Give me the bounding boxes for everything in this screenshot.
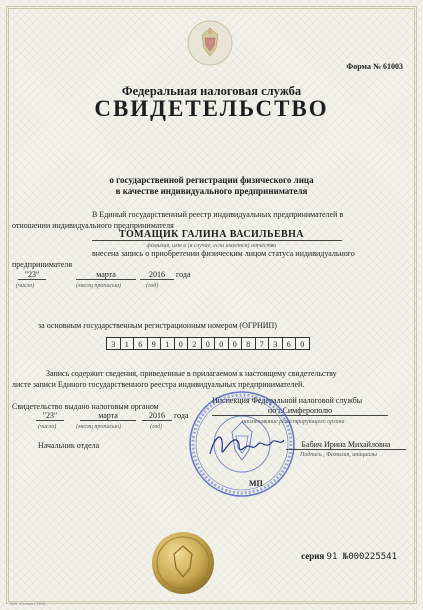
ogrnip-digit: 1 — [120, 337, 135, 350]
ogrnip-digit: 7 — [255, 337, 270, 350]
service-name: Федеральная налоговая служба — [121, 84, 302, 98]
issuer-line-1: Инспекция Федеральной налоговой службы — [212, 396, 363, 405]
ogrnip-digit: 6 — [133, 337, 148, 350]
entry-line-2: предпринимателя — [12, 260, 72, 269]
signer-position: Начальник отдела — [38, 441, 100, 450]
ogrnip-digit: 0 — [214, 337, 229, 350]
issue-year-suffix: года — [174, 411, 189, 420]
gold-seal — [150, 530, 216, 596]
printer-footer: ЗАО «Гознак» 2016 — [10, 602, 46, 606]
ogrnip-digit: 6 — [282, 337, 297, 350]
reg-year: 2016 — [140, 270, 174, 280]
issue-day: "23" — [36, 411, 64, 421]
subtitle-line-2: в качестве индивидуального предпринимателя — [115, 186, 308, 196]
issue-month-caption: (месяц прописью) — [76, 424, 121, 430]
ogrnip-digit: 2 — [187, 337, 202, 350]
ogrnip-digit: 3 — [268, 337, 283, 350]
ogrnip-digit: 8 — [241, 337, 256, 350]
reg-year-suffix: года — [176, 270, 191, 279]
issue-year: 2016 — [142, 411, 172, 421]
coat-of-arms-emblem — [185, 18, 235, 68]
reg-day-caption: (число) — [16, 283, 35, 289]
ogrnip-number — [107, 337, 310, 350]
para1-line-1: В Единый государственный реестр индивидуальных предпринимателей в — [92, 210, 344, 219]
issuer-caption: наименование регистрирующего органа — [242, 419, 345, 425]
issue-day-caption: (число) — [38, 424, 57, 430]
reg-day: "23" — [18, 270, 46, 280]
ogrnip-digit: 3 — [106, 337, 121, 350]
reg-year-caption: (год) — [146, 283, 159, 289]
signer-caption: Подпись , Фамилия, инициалы — [300, 452, 377, 458]
reg-month-caption: (месяц прописью) — [76, 283, 121, 289]
issuer-line-2: по г.Симферополю — [212, 406, 388, 416]
para2-line-1: Запись содержит сведения, приведенные в прилагаемом к настоящему свидетельству — [46, 369, 337, 378]
serial-number — [301, 551, 397, 562]
para1-line-2: отношении индивидуального предпринимателя — [12, 221, 174, 230]
signer-name: Бабич Ирина Михайловна — [286, 440, 406, 450]
ogrnip-digit: 9 — [147, 337, 162, 350]
seal-place-mark: МП — [249, 479, 263, 488]
serial-value: 91 №000225541 — [326, 552, 397, 562]
signature — [206, 428, 286, 462]
document-title: СВИДЕТЕЛЬСТВО — [94, 96, 329, 121]
ogrnip-label: за основным государственным регистрационным номером (ОГРНИП) — [38, 321, 277, 330]
para2-line-2: листе записи Единого государственного реестра индивидуальных предпринимателей. — [12, 380, 305, 389]
issued-by-label: Свидетельство выдано налоговым органом — [12, 402, 159, 411]
ogrnip-digit: 1 — [160, 337, 175, 350]
form-number: Форма № 61003 — [346, 62, 403, 71]
issue-month: марта — [80, 411, 136, 421]
ogrnip-digit: 0 — [174, 337, 189, 350]
ogrnip-digit: 0 — [201, 337, 216, 350]
issue-year-caption: (год) — [150, 424, 163, 430]
entry-line-1: внесена запись о приобретении физическим лицом статуса индивидуального — [92, 249, 355, 258]
serial-label: серия — [301, 551, 325, 561]
holder-name: ТОМАЩИК ГАЛИНА ВАСИЛЬЕВНА — [119, 229, 304, 240]
holder-name-caption: фамилия, имя и (в случае, если имеется) отчество — [146, 243, 277, 249]
subtitle-line-1: о государственной регистрации физического лица — [109, 175, 314, 185]
reg-month: марта — [76, 270, 136, 280]
ogrnip-digit: 0 — [295, 337, 310, 350]
ogrnip-digit: 0 — [228, 337, 243, 350]
